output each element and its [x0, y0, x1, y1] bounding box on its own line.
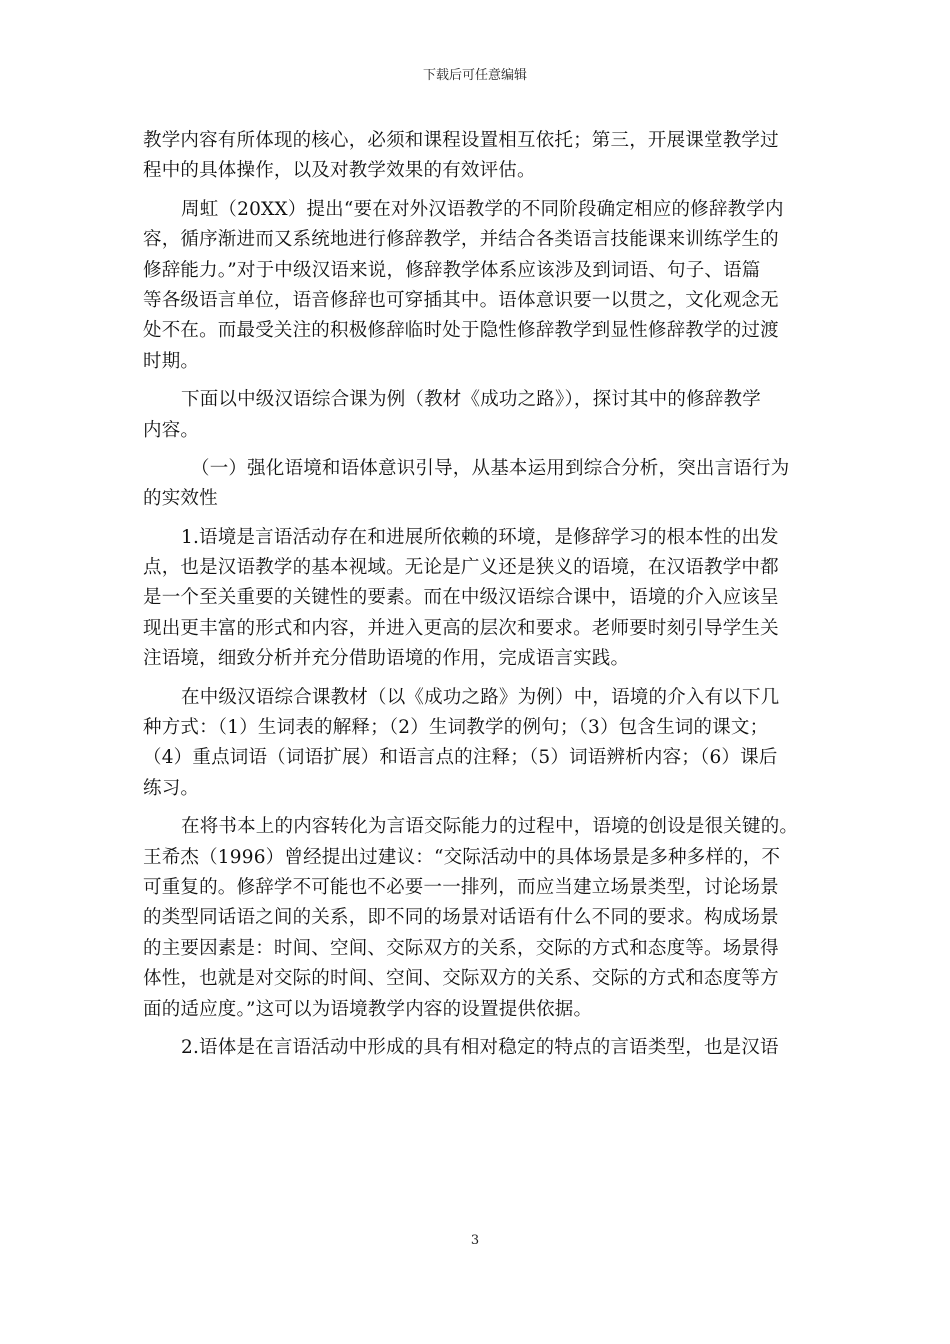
paragraph [143, 454, 811, 515]
text-line: 程中的具体操作，以及对教学效果的有效评估。 [143, 160, 536, 182]
text-line: 在将书本上的内容转化为言语交际能力的过程中，语境的创设是很关键的。 [181, 816, 799, 838]
document-body [143, 126, 811, 1063]
text-line: 注语境，细致分析并充分借助语境的作用，完成语言实践。 [143, 648, 630, 670]
text-line: 修辞能力。”对于中级汉语来说，修辞教学体系应该涉及到词语、句子、语篇 [143, 259, 761, 281]
text-line: 体性，也就是对交际的时间、空间、交际双方的关系、交际的方式和态度等方 [143, 968, 779, 990]
text-line: 教学内容有所体现的核心，必须和课程设置相互依托；第三，开展课堂教学过 [143, 130, 779, 151]
paragraph [143, 523, 811, 675]
text-line: 容，循序渐进而又系统地进行修辞教学，并结合各类语言技能课来训练学生的 [143, 229, 779, 251]
text-line: 在中级汉语综合课教材（以《成功之路》为例）中，语境的介入有以下几 [181, 686, 780, 708]
paragraph [143, 385, 811, 446]
text-line: 等各级语言单位，语音修辞也可穿插其中。语体意识要一以贯之，文化观念无 [143, 289, 779, 311]
paragraph [143, 126, 811, 187]
text-line: 种方式：（1）生词表的解释；（2）生词教学的例句；（3）包含生词的课文； [143, 717, 769, 739]
paragraph [143, 812, 811, 1025]
text-line: 下面以中级汉语综合课为例（教材《成功之路》），探讨其中的修辞教学 [181, 389, 761, 411]
text-line: （一）强化语境和语体意识引导，从基本运用到综合分析，突出言语行为 [191, 457, 790, 479]
text-line: 现出更丰富的形式和内容，并进入更高的层次和要求。老师要时刻引导学生关 [143, 617, 779, 639]
text-line: 王希杰（1996）曾经提出过建议：“交际活动中的具体场景是多种多样的，不 [143, 846, 781, 868]
page-header: 下载后可任意编辑 [422, 68, 527, 83]
text-line: 的类型同话语之间的关系，即不同的场景对话语有什么不同的要求。构成场景 [143, 907, 779, 929]
text-line: 点，也是汉语教学的基本视域。无论是广义还是狭义的语境，在汉语教学中都 [143, 557, 779, 579]
paragraph [143, 195, 811, 377]
text-line: 时期。 [143, 350, 200, 372]
paragraph [143, 683, 811, 805]
text-line: 1.语境是言语活动存在和进展所依赖的环境，是修辞学习的根本性的出发 [181, 526, 779, 548]
text-line: 练习。 [143, 777, 200, 799]
text-line: （4）重点词语（词语扩展）和语言点的注释；（5）词语辨析内容；（6）课后 [143, 747, 778, 769]
text-line: 可重复的。修辞学不可能也不必要一一排列，而应当建立场景类型，讨论场景 [143, 876, 779, 898]
text-line: 是一个至关重要的关键性的要素。而在中级汉语综合课中，语境的介入应该呈 [143, 587, 779, 609]
text-line: 处不在。而最受关注的积极修辞临时处于隐性修辞教学到显性修辞教学的过渡 [143, 320, 779, 342]
text-line: 内容。 [143, 419, 200, 441]
text-line: 2.语体是在言语活动中形成的具有相对稳定的特点的言语类型，也是汉语 [181, 1036, 779, 1058]
text-line: 的主要因素是：时间、空间、交际双方的关系，交际的方式和态度等。场景得 [143, 937, 779, 959]
paragraph [143, 1033, 811, 1063]
text-line: 面的适应度。”这可以为语境教学内容的设置提供依据。 [143, 998, 593, 1020]
text-line: 的实效性 [143, 488, 218, 510]
text-line: 周虹（20XX）提出“要在对外汉语教学的不同阶段确定相应的修辞教学内 [181, 198, 784, 220]
page-number: 3 [470, 1233, 480, 1248]
